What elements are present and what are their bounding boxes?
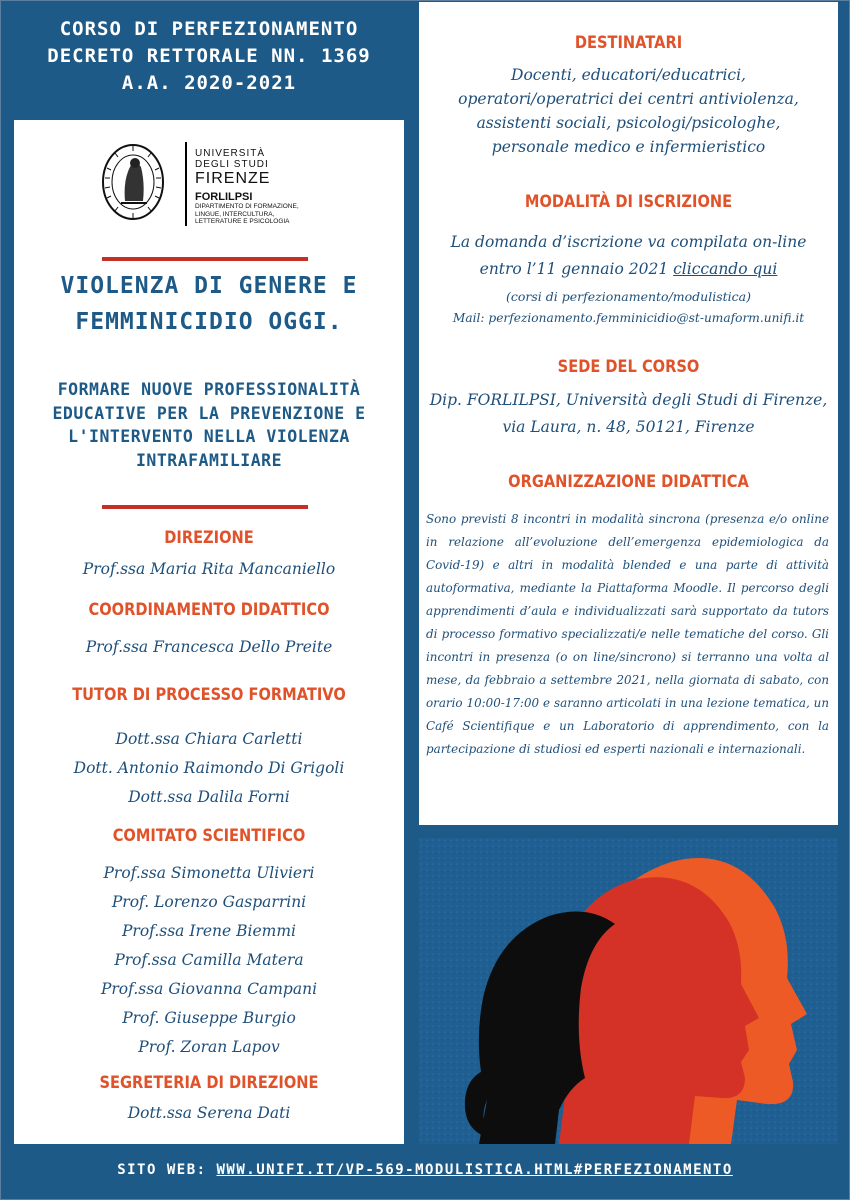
comitato-name: Prof.ssa Giovanna Campani	[100, 980, 318, 998]
iscrizione-line-1: La domanda d’iscrizione va compilata on-line	[450, 233, 807, 251]
coordinamento-heading: COORDINAMENTO DIDATTICO	[88, 600, 330, 620]
destinatari-line: personale medico e infermieristico	[491, 138, 766, 156]
register-link[interactable]: cliccando qui	[673, 260, 778, 278]
comitato-name: Prof. Giuseppe Burgio	[122, 1009, 296, 1027]
comitato-name: Prof. Lorenzo Gasparrini	[111, 893, 307, 911]
iscrizione-subtext	[419, 287, 838, 307]
subtitle-line-3: L'INTERVENTO NELLA VIOLENZA	[68, 427, 350, 446]
logo-department-line-3: LETTERATURE E PSICOLOGIA	[195, 218, 290, 225]
direzione-names	[14, 558, 404, 580]
main-title	[14, 268, 404, 340]
red-divider-top	[102, 257, 308, 261]
tutor-name: Dott. Antonio Raimondo Di Grigoli	[73, 759, 345, 777]
coordinamento-name: Prof.ssa Francesca Dello Preite	[85, 638, 333, 656]
university-name	[195, 148, 325, 226]
iscrizione-text	[419, 229, 838, 283]
destinatari-heading: DESTINATARI	[574, 33, 683, 53]
website-link[interactable]: WWW.UNIFI.IT/VP-569-MODULISTICA.HTML#PERFEZIONAMENTO	[216, 1162, 733, 1178]
segreteria-name: Dott.ssa Serena Dati	[127, 1104, 291, 1122]
comitato-name: Prof. Zoran Lapov	[138, 1038, 280, 1056]
tutor-names	[14, 725, 404, 812]
course-header	[14, 10, 404, 116]
silhouettes-illustration-icon	[419, 838, 838, 1144]
destinatari-text	[419, 63, 838, 159]
comitato-name: Prof.ssa Camilla Matera	[114, 951, 304, 969]
header-line-2: DECRETO RETTORALE NN. 1369	[47, 45, 371, 67]
header-line-3: A.A. 2020-2021	[121, 72, 297, 94]
iscrizione-mail-line[interactable]: Mail: perfezionamento.femminicidio@st-umaform.unifi.it	[452, 311, 805, 325]
title-line-1: VIOLENZA DI GENERE E	[60, 273, 358, 299]
destinatari-line: operatori/operatrici dei centri antiviolenza,	[458, 90, 799, 108]
logo-line-1: UNIVERSITÀ	[195, 148, 266, 159]
organizzazione-paragraph: Sono previsti 8 incontri in modalità sincrona (presenza e/o online in relazione all’evoluzione dell’emergenza epidemiologica da Covid-19) e altri in modalità blended e una parte di attività autoformativa, mediante la Piattaforma Moodle. Il percorso degli apprendimenti d’aula e individualizzati sarà supportato da tutors di processo formativo specializzati/e nelle tematiche del corso. Gli incontri in presenza (o on line/sincrono) si terranno una volta al mese, da febbraio a settembre 2021, nella giornata di sabato, con orario 10:00-17:00 e saranno articolati in una lezione tematica, un Café Scientifique e un Laboratorio di apprendimento, con la partecipazione di studiosi ed esperti nazionali e internazionali.	[426, 512, 829, 756]
header-line-1: CORSO DI PERFEZIONAMENTO	[59, 18, 359, 40]
logo-divider	[185, 142, 187, 226]
iscrizione-deadline: entro l’11 gennaio 2021	[479, 260, 674, 278]
iscrizione-mail	[419, 308, 838, 328]
tutor-name: Dott.ssa Dalila Forni	[128, 788, 290, 806]
university-logo	[95, 140, 325, 230]
iscrizione-line-3: (corsi di perfezionamento/modulistica)	[505, 289, 751, 304]
red-divider-bottom	[102, 505, 308, 509]
logo-line-2: DEGLI STUDI	[195, 159, 269, 170]
subtitle-line-4: INTRAFAMILIARE	[135, 450, 283, 470]
logo-line-3: FIRENZE	[195, 170, 271, 187]
direzione-name: Prof.ssa Maria Rita Mancaniello	[82, 560, 336, 578]
tutor-name: Dott.ssa Chiara Carletti	[115, 730, 303, 748]
subtitle-line-2: EDUCATIVE PER LA PREVENZIONE E	[52, 403, 366, 423]
coordinamento-names	[14, 636, 404, 658]
destinatari-line: Docenti, educatori/educatrici,	[511, 66, 746, 84]
sede-text	[419, 387, 838, 441]
title-line-2: FEMMINICIDIO OGGI.	[75, 309, 343, 335]
comitato-heading: COMITATO SCIENTIFICO	[112, 826, 306, 846]
footer	[0, 1150, 850, 1190]
segreteria-heading: SEGRETERIA DI DIREZIONE	[99, 1073, 319, 1093]
footer-label: SITO WEB:	[117, 1162, 217, 1178]
university-seal-icon	[101, 143, 165, 221]
subtitle-line-1: FORMARE NUOVE PROFESSIONALITÀ	[57, 380, 361, 399]
sede-heading: SEDE DEL CORSO	[557, 357, 700, 377]
sede-line: Dip. FORLILPSI, Università degli Studi di Firenze,	[429, 391, 828, 409]
organizzazione-heading: ORGANIZZAZIONE DIDATTICA	[508, 472, 749, 492]
comitato-name: Prof.ssa Irene Biemmi	[121, 922, 297, 940]
direzione-heading: DIREZIONE	[164, 528, 254, 548]
sede-line: via Laura, n. 48, 50121, Firenze	[502, 418, 755, 436]
iscrizione-line-2	[419, 256, 838, 283]
destinatari-line: assistenti sociali, psicologi/psicologhe,	[476, 114, 781, 132]
logo-department-line-1: DIPARTIMENTO DI FORMAZIONE,	[195, 203, 299, 210]
segreteria-names	[14, 1102, 404, 1124]
iscrizione-heading: MODALITÀ DI ISCRIZIONE	[524, 192, 733, 212]
subtitle	[14, 378, 404, 472]
tutor-heading: TUTOR DI PROCESSO FORMATIVO	[72, 685, 346, 705]
logo-department: FORLILPSI	[195, 191, 253, 203]
logo-department-line-2: LINGUE, INTERCULTURA,	[195, 210, 275, 218]
illustration	[419, 838, 838, 1144]
comitato-names	[14, 859, 404, 1062]
comitato-name: Prof.ssa Simonetta Ulivieri	[103, 864, 315, 882]
